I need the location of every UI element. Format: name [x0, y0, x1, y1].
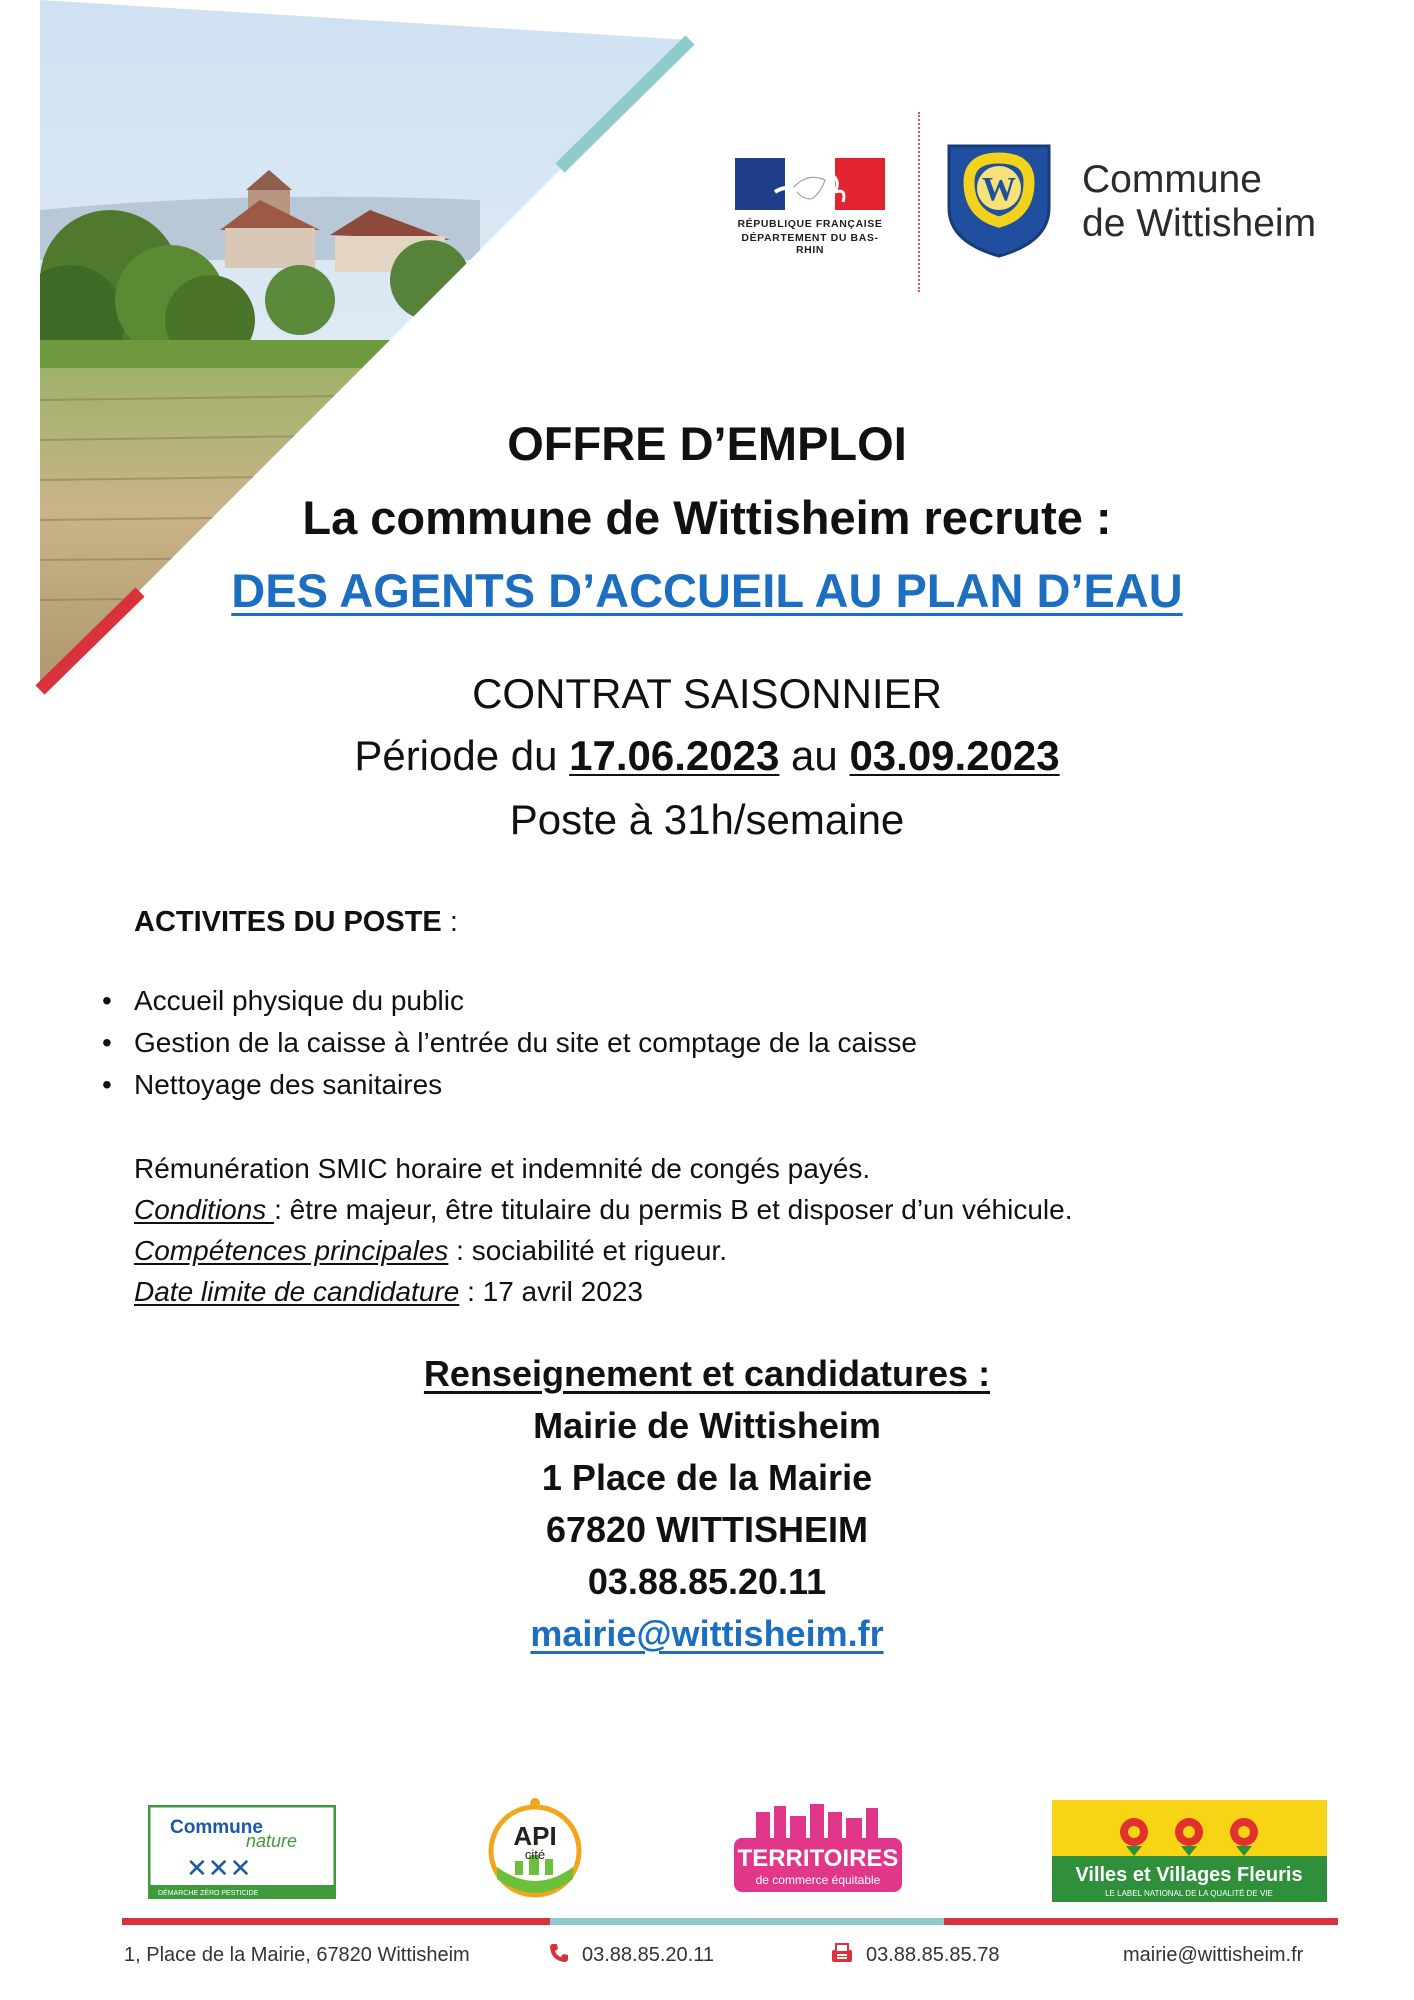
activity-item: • Accueil physique du public — [134, 980, 917, 1022]
footer-phone: 03.88.85.20.11 — [582, 1944, 714, 1966]
footer-fax: 03.88.85.85.78 — [866, 1944, 1000, 1966]
shield-letter: W — [982, 171, 1016, 208]
nature-line1: Commune — [170, 1817, 263, 1838]
api-cite-logo — [485, 1795, 585, 1905]
contract-type: CONTRAT SAISONNIER — [472, 670, 942, 717]
wittisheim-shield-icon — [945, 142, 1053, 260]
footer-bar-red-right — [944, 1918, 1338, 1925]
footer-email[interactable]: mairie@wittisheim.fr — [1123, 1944, 1304, 1966]
period-start: 17.06.2023 — [569, 732, 780, 779]
footer-bar-red — [122, 1918, 550, 1925]
deadline-text: : 17 avril 2023 — [459, 1276, 643, 1307]
job-details — [134, 1148, 1073, 1312]
weekly-hours: Poste à 31h/semaine — [509, 796, 905, 843]
departement-label: DÉPARTEMENT DU BAS-RHIN — [741, 232, 879, 256]
conditions-line — [134, 1189, 1073, 1230]
territoires-commerce-equitable-logo — [728, 1802, 908, 1898]
commune-nature-logo — [148, 1805, 336, 1899]
activities-heading — [134, 906, 458, 939]
activity-item: • Gestion de la caisse à l’entrée du site et comptage de la caisse — [134, 1022, 917, 1064]
contact-phone: 03.88.85.20.11 — [587, 1561, 827, 1602]
activities-heading-suffix: : — [441, 906, 458, 938]
fleuris-title: Villes et Villages Fleuris — [1075, 1864, 1303, 1886]
contact-organization: Mairie de Wittisheim — [533, 1405, 881, 1446]
period-end: 03.09.2023 — [849, 732, 1060, 779]
contact-email-link[interactable]: mairie@wittisheim.fr — [530, 1613, 884, 1654]
deadline-line — [134, 1271, 1073, 1312]
activities-heading-label: ACTIVITES DU POSTE — [134, 906, 442, 938]
activities-list — [134, 980, 917, 1106]
commune-name — [1082, 158, 1316, 246]
competences-line — [134, 1230, 1073, 1271]
offer-subtitle: La commune de Wittisheim recrute : — [302, 491, 1112, 544]
marianne-flag-icon — [735, 158, 885, 210]
header-divider — [918, 112, 920, 292]
conditions-label: Conditions — [134, 1194, 275, 1225]
fax-icon — [830, 1942, 854, 1964]
activity-item: • Nettoyage des sanitaires — [134, 1064, 917, 1106]
republique-francaise-logo — [735, 158, 885, 256]
contact-city: 67820 WITTISHEIM — [545, 1509, 869, 1550]
villes-villages-fleuris-logo — [1052, 1800, 1327, 1902]
period-mid: au — [791, 732, 838, 779]
contact-heading: Renseignement et candidatures : — [423, 1353, 991, 1394]
contact-street: 1 Place de la Mairie — [541, 1457, 873, 1498]
phone-icon — [548, 1942, 570, 1964]
remuneration-line: Rémunération SMIC horaire et indemnité de congés payés. — [134, 1153, 871, 1184]
fleuris-tagline: LE LABEL NATIONAL DE LA QUALITÉ DE VIE — [1105, 1889, 1273, 1898]
deadline-label: Date limite de candidature — [134, 1276, 460, 1307]
territoires-line2: de commerce équitable — [755, 1873, 881, 1887]
api-line1: API — [513, 1821, 557, 1851]
footer-color-bar — [122, 1918, 1338, 1925]
period-prefix: Période du — [354, 732, 558, 779]
offer-title: OFFRE D’EMPLOI — [507, 417, 907, 470]
commune-name-line1: Commune — [1082, 158, 1262, 201]
footer-address: 1, Place de la Mairie, 67820 Wittisheim — [124, 1944, 470, 1966]
footer-bar-teal — [550, 1918, 944, 1925]
commune-name-line2: de Wittisheim — [1082, 202, 1317, 245]
nature-caption: DÉMARCHE ZÉRO PESTICIDE — [158, 1890, 259, 1897]
competences-label: Compétences principales — [134, 1235, 449, 1266]
nature-line2: nature — [246, 1831, 298, 1851]
competences-text: : sociabilité et rigueur. — [448, 1235, 727, 1266]
republique-label: RÉPUBLIQUE FRANÇAISE — [737, 218, 883, 230]
territoires-line1: TERRITOIRES — [737, 1845, 899, 1872]
conditions-text: : être majeur, être titulaire du permis B et disposer d’un véhicule. — [274, 1194, 1073, 1225]
contract-period — [0, 732, 1414, 780]
api-line2: cité — [524, 1847, 546, 1862]
job-title: DES AGENTS D’ACCUEIL AU PLAN D’EAU — [231, 564, 1183, 617]
dragonfly-icons: ✕✕✕ — [186, 1854, 252, 1884]
